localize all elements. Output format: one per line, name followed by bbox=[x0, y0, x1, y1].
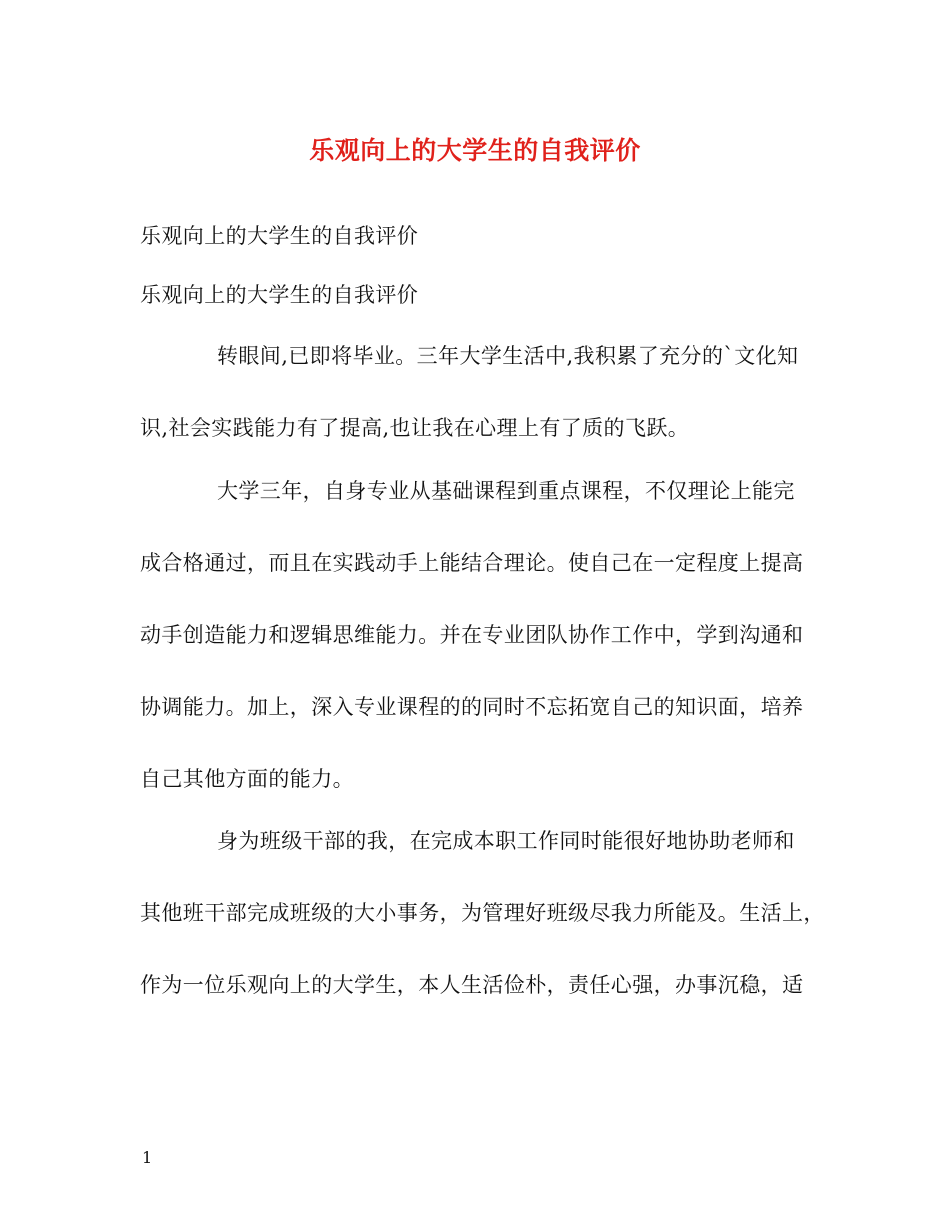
paragraph-2-line-1: 大学三年，自身专业从基础课程到重点课程，不仅理论上能完 bbox=[217, 479, 795, 503]
paragraph-1-line-1: 转眼间,已即将毕业。三年大学生活中,我积累了充分的`文化知 bbox=[217, 344, 799, 368]
paragraph-2-line-4: 协调能力。加上，深入专业课程的的同时不忘拓宽自己的知识面，培养 bbox=[140, 695, 804, 719]
subtitle-line-1: 乐观向上的大学生的自我评价 bbox=[140, 224, 419, 248]
paragraph-3-line-1: 身为班级干部的我，在完成本职工作同时能很好地协助老师和 bbox=[217, 829, 795, 853]
paragraph-2-line-5: 自己其他方面的能力。 bbox=[140, 767, 354, 791]
paragraph-2-line-3: 动手创造能力和逻辑思维能力。并在专业团队协作工作中，学到沟通和 bbox=[140, 623, 804, 647]
subtitle-line-2: 乐观向上的大学生的自我评价 bbox=[140, 283, 419, 307]
paragraph-3-line-3: 作为一位乐观向上的大学生，本人生活俭朴，责任心强，办事沉稳，适 bbox=[140, 973, 804, 997]
paragraph-1-line-2: 识,社会实践能力有了提高,也让我在心理上有了质的飞跃。 bbox=[140, 416, 690, 440]
document-title: 乐观向上的大学生的自我评价 bbox=[309, 136, 641, 165]
paragraph-2-line-2: 成合格通过，而且在实践动手上能结合理论。使自己在一定程度上提高 bbox=[140, 551, 804, 575]
page-number: 1 bbox=[142, 1148, 153, 1167]
paragraph-3-line-2: 其他班干部完成班级的大小事务，为管理好班级尽我力所能及。生活上， bbox=[140, 901, 825, 925]
